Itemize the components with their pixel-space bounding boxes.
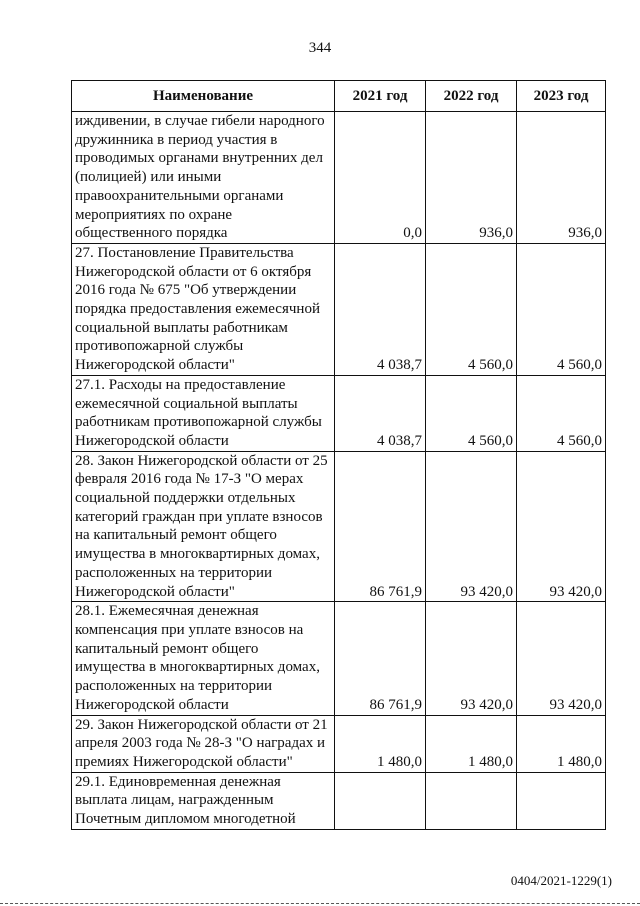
row-value-2021: 4 038,7: [335, 375, 426, 451]
row-value-2023: 93 420,0: [517, 602, 606, 715]
document-code: 0404/2021-1229(1): [510, 873, 612, 888]
table-header-row: [72, 81, 606, 112]
row-value-2022: 93 420,0: [426, 451, 517, 602]
table-row: [72, 112, 606, 244]
row-value-2021: 0,0: [335, 112, 426, 244]
row-value-2022: 4 560,0: [426, 375, 517, 451]
row-value-2021: 86 761,9: [335, 602, 426, 715]
row-value-2022: 93 420,0: [426, 602, 517, 715]
row-value-2021: 86 761,9: [335, 451, 426, 602]
table-row: [72, 602, 606, 715]
row-value-2023: 936,0: [517, 112, 606, 244]
header-name: Наименование: [72, 81, 335, 112]
row-name: иждивении, в случае гибели народного дружинника в период участия в проводимых органами внутренних дел (полицией) или иными правоохранительными органами мероприятиях по охране общественного порядка: [72, 112, 335, 244]
row-value-2022: [426, 772, 517, 829]
table-row: [72, 375, 606, 451]
row-name: 28. Закон Нижегородской области от 25 февраля 2016 года № 17-З "О мерах социальной поддержки отдельных категорий граждан при уплате взносов на капитальный ремонт общего имущества в многоквартирных домах, расположенных на территории Нижегородской области": [72, 451, 335, 602]
row-name: 28.1. Ежемесячная денежная компенсация при уплате взносов на капитальный ремонт общего имущества в многоквартирных домах, расположенных на территории Нижегородской области: [72, 602, 335, 715]
row-name: 27. Постановление Правительства Нижегородской области от 6 октября 2016 года № 675 "Об утверждении порядка предоставления ежемесячной социальной выплаты работникам противопожарной службы Нижегородской области": [72, 243, 335, 375]
row-value-2022: 4 560,0: [426, 243, 517, 375]
row-name: 29. Закон Нижегородской области от 21 апреля 2003 года № 28-З "О наградах и премиях Нижегородской области": [72, 715, 335, 772]
row-value-2022: 1 480,0: [426, 715, 517, 772]
page-number: 344: [308, 40, 332, 56]
row-value-2021: 4 038,7: [335, 243, 426, 375]
header-2021: 2021 год: [335, 81, 426, 112]
row-value-2023: 4 560,0: [517, 243, 606, 375]
row-value-2023: 1 480,0: [517, 715, 606, 772]
table-row: [72, 772, 606, 829]
row-value-2023: 93 420,0: [517, 451, 606, 602]
row-value-2021: 1 480,0: [335, 715, 426, 772]
row-value-2023: 4 560,0: [517, 375, 606, 451]
budget-table: [71, 80, 606, 830]
row-value-2022: 936,0: [426, 112, 517, 244]
row-value-2023: [517, 772, 606, 829]
row-name: 29.1. Единовременная денежная выплата лицам, награжденным Почетным дипломом многодетной: [72, 772, 335, 829]
table-row: [72, 451, 606, 602]
header-2022: 2022 год: [426, 81, 517, 112]
row-value-2021: [335, 772, 426, 829]
table-row: [72, 715, 606, 772]
table-row: [72, 243, 606, 375]
header-2023: 2023 год: [517, 81, 606, 112]
row-name: 27.1. Расходы на предоставление ежемесячной социальной выплаты работникам противопожарной службы Нижегородской области: [72, 375, 335, 451]
